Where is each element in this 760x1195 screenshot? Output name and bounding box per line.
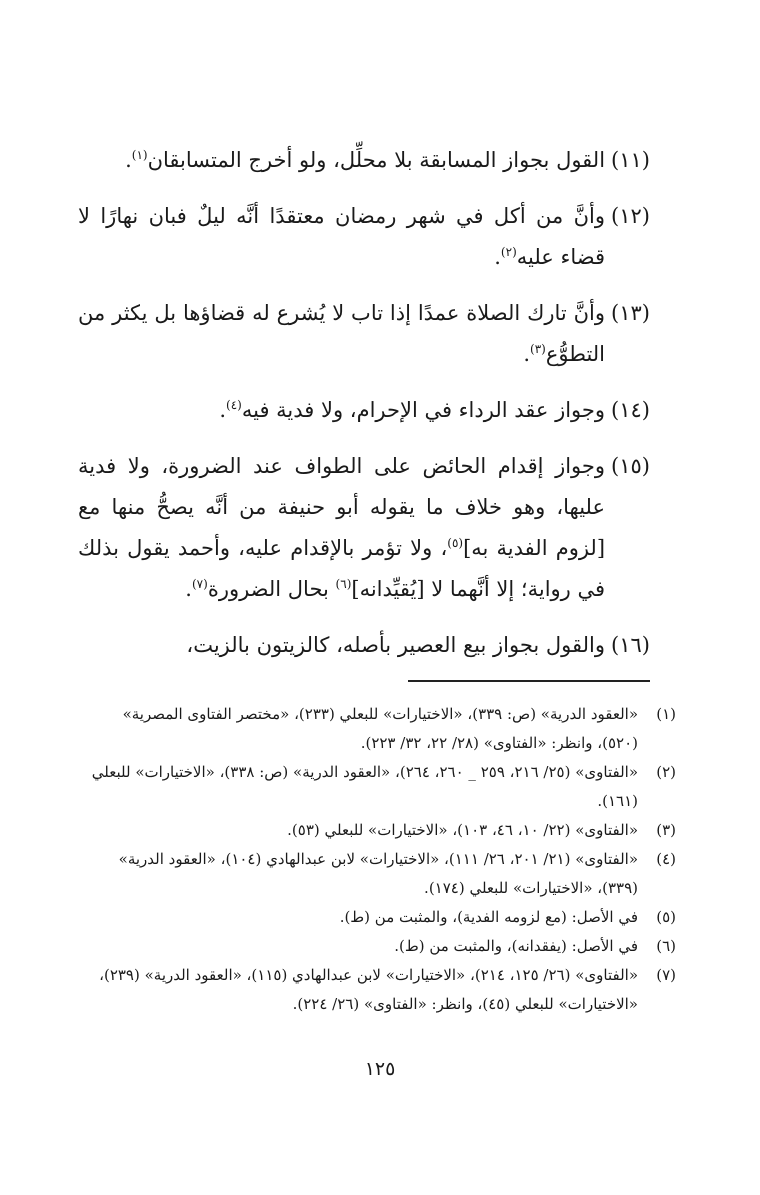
footnote-ref: (١) — [131, 148, 148, 162]
item-text — [78, 390, 605, 431]
footnote-ref: (٦) — [335, 577, 352, 591]
footnote — [86, 932, 676, 961]
footnote-text: «الفتاوى» (٢١/ ٢٠١، ٢٦/ ١١١)، «الاختيارات» لابن عبدالهادي (١٠٤)، «العقود الدرية» (٣٣٩)، «الاختيارات» للبعلي (١٧٤). — [118, 850, 638, 897]
footnote-text: في الأصل: (يفقدانه)، والمثبت من (ط). — [394, 937, 638, 955]
footnote — [86, 816, 676, 845]
item-text — [78, 196, 605, 278]
item-text — [78, 293, 605, 375]
footnote-text: «الفتاوى» (٢٦/ ١٢٥، ٢١٤)، «الاختيارات» لابن عبدالهادي (١١٥)، «العقود الدرية» (٢٣٩)، «الاختيارات» للبعلي (٤٥)، وانظر: «الفتاوى» (٢٦/ ٢٢٤). — [99, 966, 638, 1013]
item-tail: . — [523, 342, 531, 366]
item-text-content: وأنَّ تارك الصلاة عمدًا إذا تاب لا يُشرع له قضاؤها بل يكثر من التطوُّع — [78, 301, 606, 366]
main-text — [78, 140, 650, 681]
item-tail: . — [125, 148, 132, 172]
item-text-part2: ، ولا تؤمر بالإقدام عليه، وأحمد يقول بذلك في رواية؛ إلا أنَّهما لا [يُقيِّدانه] — [78, 536, 606, 601]
footnote-number: (٣) — [656, 821, 676, 839]
item-number: (١٤) — [611, 398, 650, 422]
footnote-number: (٥) — [656, 908, 676, 926]
item-text-part1: وجواز إقدام الحائض على الطواف عند الضرورة، ولا فدية عليها، وهو خلاف ما يقوله أبو حنيفة من أنَّه يصحُّ منها مع [لزوم الفدية به] — [78, 454, 606, 560]
footnote — [86, 961, 676, 1019]
item-text — [78, 140, 605, 181]
footnote-text: «الفتاوى» (٢٢/ ١٠، ٤٦، ١٠٣)، «الاختيارات» للبعلي (٥٣). — [287, 821, 638, 839]
item-text-part3: بحال الضرورة — [207, 577, 336, 601]
footnote-text: «الفتاوى» (٢٥/ ٢١٦، ٢٥٩ _ ٢٦٠، ٢٦٤)، «العقود الدرية» (ص: ٣٣٨)، «الاختيارات» للبعلي (١٦١). — [91, 763, 638, 810]
footnote-ref: (٧) — [191, 577, 208, 591]
list-item — [78, 625, 650, 666]
item-text-content: والقول بجواز بيع العصير بأصله، كالزيتون بالزيت، — [186, 633, 606, 657]
item-text-content: وأنَّ من أكل في شهر رمضان معتقدًا أنَّه ليلٌ فبان نهارًا لا قضاء عليه — [78, 204, 606, 269]
footnote-number: (٦) — [656, 937, 676, 955]
footnote-number: (٧) — [656, 966, 676, 984]
footnote — [86, 700, 676, 758]
footnote — [86, 758, 676, 816]
footnote-separator — [408, 680, 650, 682]
list-item — [78, 390, 650, 431]
item-number: (١٥) — [611, 454, 650, 478]
footnote-text: في الأصل: (مع لزومه الفدية)، والمثبت من (ط). — [339, 908, 638, 926]
footnote-number: (٤) — [656, 850, 676, 868]
list-item — [78, 293, 650, 375]
item-text-content: وجواز عقد الرداء في الإحرام، ولا فدية فيه — [241, 398, 606, 422]
item-text — [78, 625, 605, 666]
item-tail: . — [185, 577, 192, 601]
footnote-number: (٢) — [656, 763, 676, 781]
item-tail: . — [494, 245, 501, 269]
footnote — [86, 903, 676, 932]
footnote — [86, 845, 676, 903]
footnote-text: «العقود الدرية» (ص: ٣٣٩)، «الاختيارات» للبعلي (٢٣٣)، «مختصر الفتاوى المصرية» (٥٢٠)، وانظر: «الفتاوى» (٢٨/ ٢٢، ٣٢/ ٢٢٣). — [122, 705, 638, 752]
page-number: ١٢٥ — [364, 1058, 396, 1080]
item-number: (١٢) — [611, 204, 650, 228]
item-text — [78, 446, 605, 610]
footnote-ref: (٣) — [530, 342, 546, 356]
footnote-ref: (٤) — [226, 398, 242, 412]
list-item — [78, 446, 650, 610]
footnote-number: (١) — [656, 705, 676, 723]
item-text-content: القول بجواز المسابقة بلا محلِّل، ولو أخرج المتسابقان — [147, 148, 606, 172]
list-item — [78, 140, 650, 181]
list-item — [78, 196, 650, 278]
item-tail: . — [219, 398, 227, 422]
footnotes — [86, 700, 676, 1019]
footnote-ref: (٢) — [500, 245, 517, 259]
footnote-ref: (٥) — [447, 536, 464, 550]
item-number: (١٣) — [611, 301, 650, 325]
item-number: (١١) — [611, 148, 650, 172]
item-number: (١٦) — [611, 633, 650, 657]
